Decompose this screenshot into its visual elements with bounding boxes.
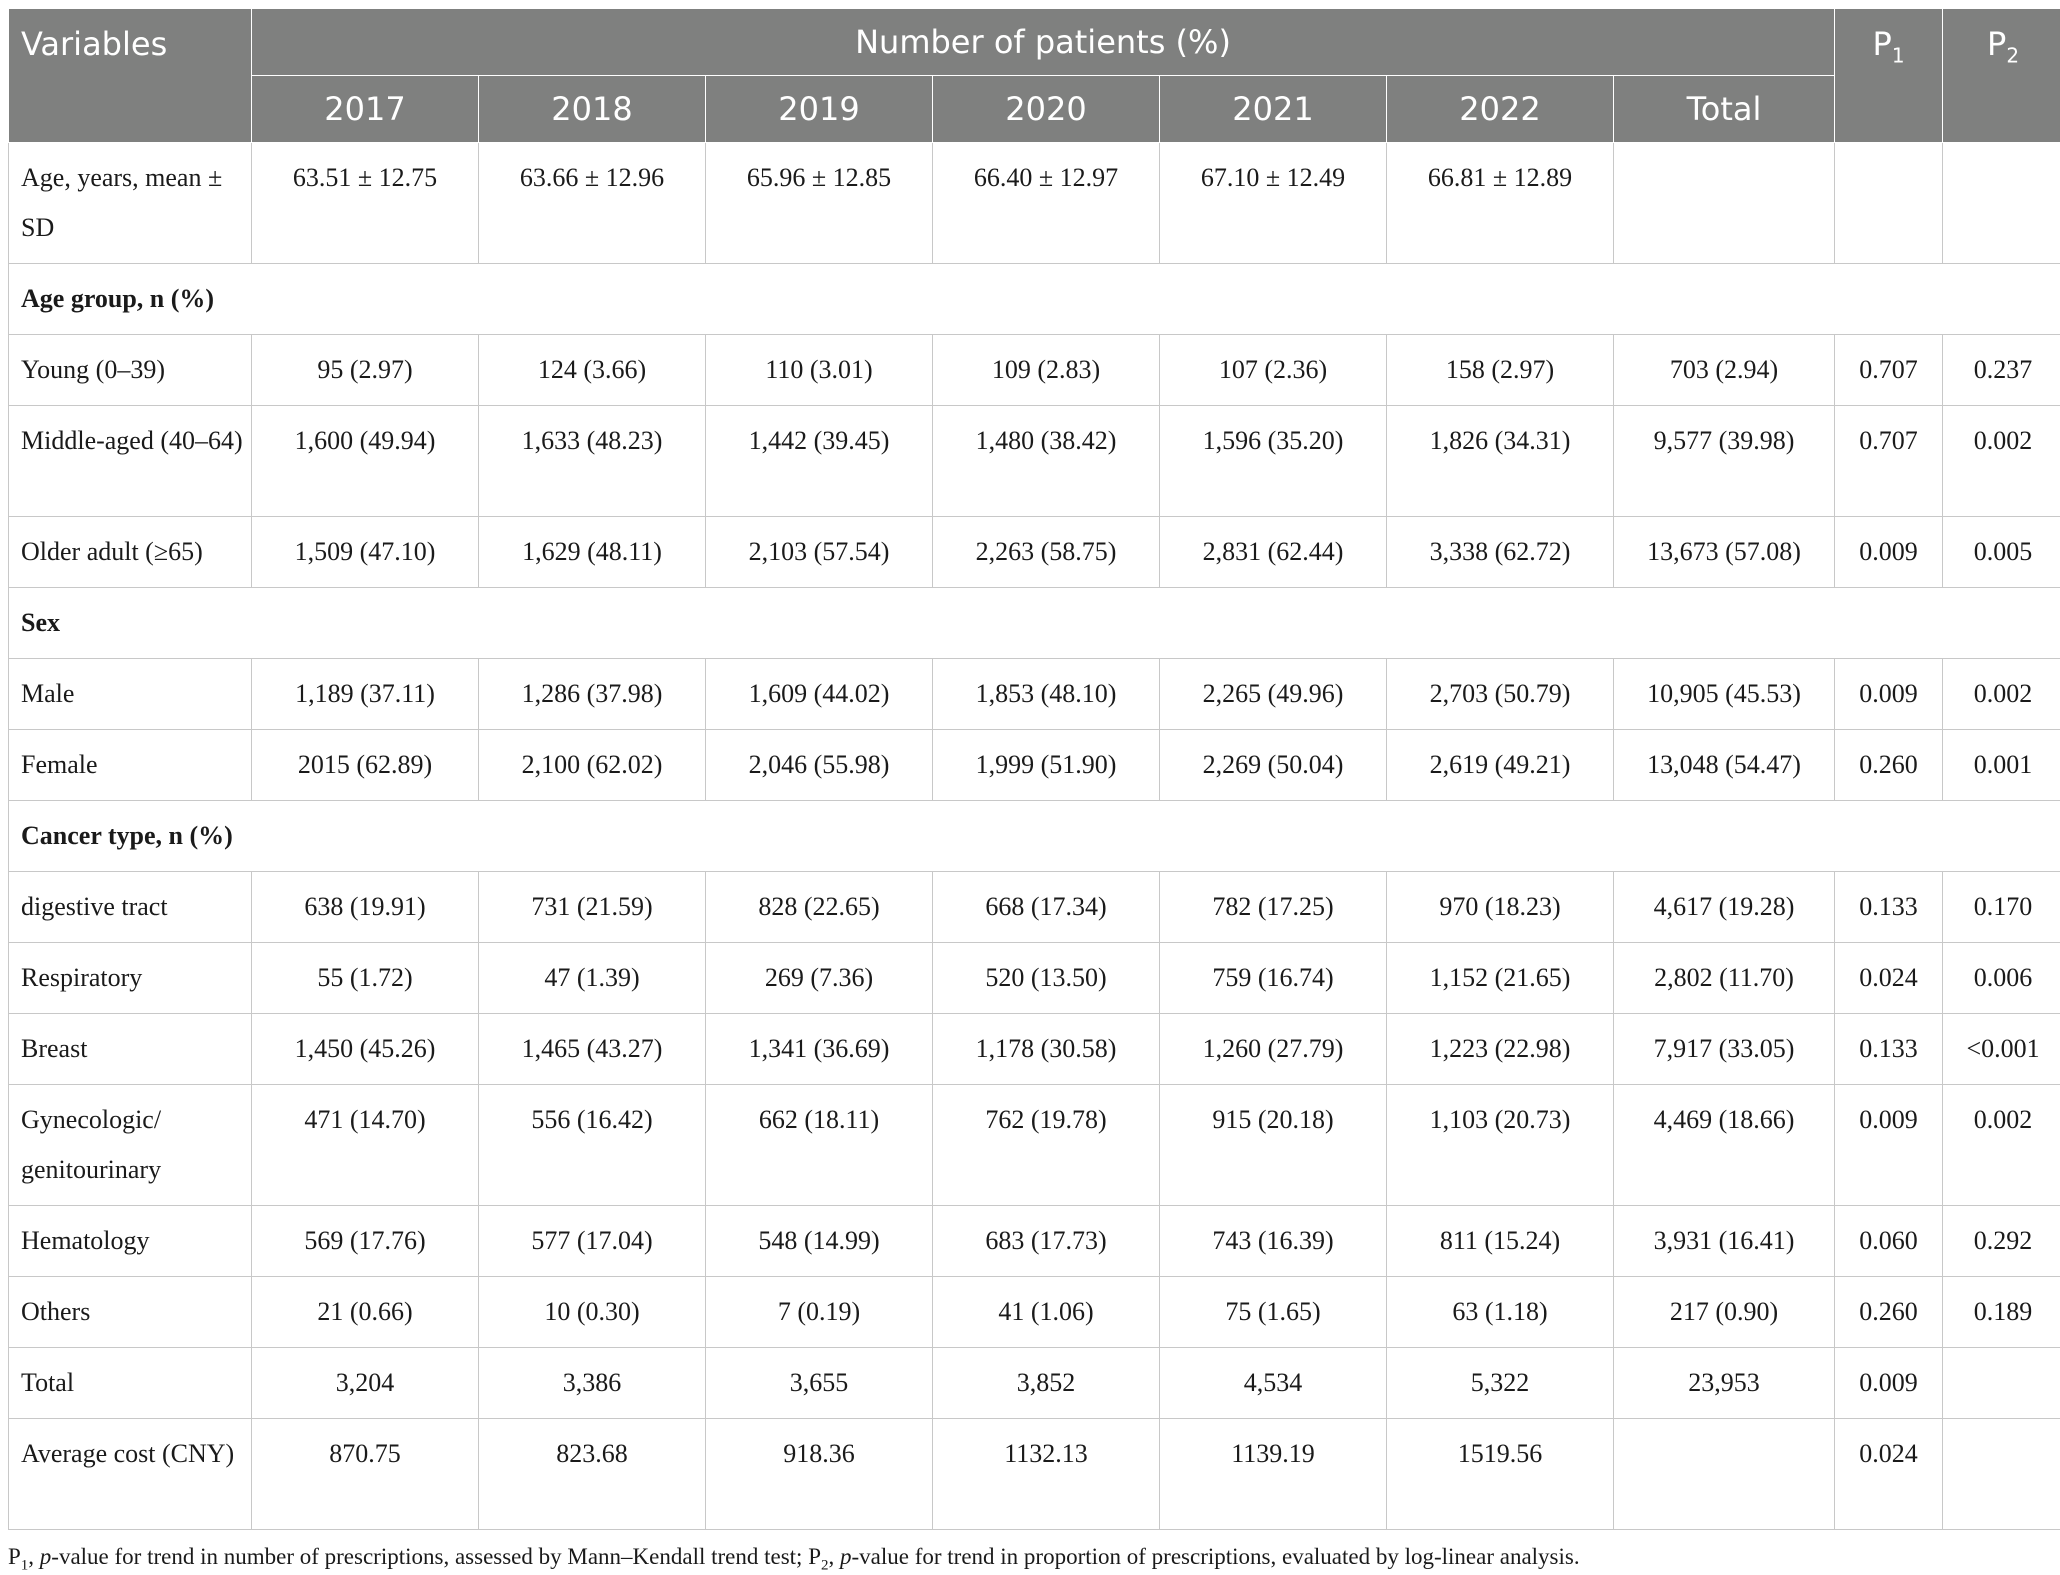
row-label: Others bbox=[9, 1277, 252, 1348]
table-cell bbox=[1943, 1419, 2060, 1530]
table-cell: 1,853 (48.10) bbox=[933, 659, 1160, 730]
footnote-p1-text: -value for trend in number of prescriptions, assessed by Mann–Kendall trend test; bbox=[51, 1544, 808, 1569]
section-row bbox=[9, 801, 2060, 872]
table-cell: 0.024 bbox=[1835, 943, 1943, 1014]
header-year-2021: 2021 bbox=[1160, 76, 1387, 143]
row-label: Young (0–39) bbox=[9, 335, 252, 406]
table-cell: 638 (19.91) bbox=[252, 872, 479, 943]
section-label: Sex bbox=[9, 588, 2060, 659]
table-cell: 1,189 (37.11) bbox=[252, 659, 479, 730]
table-row bbox=[9, 517, 2060, 588]
footnote-p2-italic: p bbox=[840, 1544, 852, 1569]
table-cell: 2,831 (62.44) bbox=[1160, 517, 1387, 588]
table-cell: 1,178 (30.58) bbox=[933, 1014, 1160, 1085]
table-cell: 2,103 (57.54) bbox=[706, 517, 933, 588]
table-cell: 10,905 (45.53) bbox=[1614, 659, 1835, 730]
table-cell: 63 (1.18) bbox=[1387, 1277, 1614, 1348]
table-cell: 63.51 ± 12.75 bbox=[252, 143, 479, 264]
table-cell: 683 (17.73) bbox=[933, 1206, 1160, 1277]
table-cell: 811 (15.24) bbox=[1387, 1206, 1614, 1277]
table-cell: 0.001 bbox=[1943, 730, 2060, 801]
table-cell: 0.707 bbox=[1835, 406, 1943, 517]
table-cell: 703 (2.94) bbox=[1614, 335, 1835, 406]
table-cell: 2,046 (55.98) bbox=[706, 730, 933, 801]
table-cell: 1,633 (48.23) bbox=[479, 406, 706, 517]
table-cell bbox=[1614, 1419, 1835, 1530]
table-cell: 823.68 bbox=[479, 1419, 706, 1530]
table-row bbox=[9, 1419, 2060, 1530]
table-cell: 731 (21.59) bbox=[479, 872, 706, 943]
footnote-p1-sub: 1 bbox=[21, 1558, 29, 1574]
table-cell: 2015 (62.89) bbox=[252, 730, 479, 801]
table-cell: 2,619 (49.21) bbox=[1387, 730, 1614, 801]
footnote-p2-text: -value for trend in proportion of prescriptions, evaluated by log-linear analysis. bbox=[851, 1544, 1579, 1569]
table-cell: 66.40 ± 12.97 bbox=[933, 143, 1160, 264]
table-cell: 1,999 (51.90) bbox=[933, 730, 1160, 801]
section-label: Cancer type, n (%) bbox=[9, 801, 2060, 872]
table-cell: 762 (19.78) bbox=[933, 1085, 1160, 1206]
header-year-2022: 2022 bbox=[1387, 76, 1614, 143]
row-label: Total bbox=[9, 1348, 252, 1419]
table-cell: 915 (20.18) bbox=[1160, 1085, 1387, 1206]
table-cell: 9,577 (39.98) bbox=[1614, 406, 1835, 517]
table-row bbox=[9, 143, 2060, 264]
table-cell: 577 (17.04) bbox=[479, 1206, 706, 1277]
section-row bbox=[9, 264, 2060, 335]
table-cell: 520 (13.50) bbox=[933, 943, 1160, 1014]
table-cell: 0.024 bbox=[1835, 1419, 1943, 1530]
table-cell: 0.005 bbox=[1943, 517, 2060, 588]
table-cell: 1,341 (36.69) bbox=[706, 1014, 933, 1085]
table-cell: <0.001 bbox=[1943, 1014, 2060, 1085]
table-cell: 1,826 (34.31) bbox=[1387, 406, 1614, 517]
table-cell: 0.002 bbox=[1943, 1085, 2060, 1206]
header-year-total: Total bbox=[1614, 76, 1835, 143]
footnote-p1: P bbox=[8, 1544, 21, 1569]
row-label: Average cost (CNY) bbox=[9, 1419, 252, 1530]
table-cell: 0.133 bbox=[1835, 872, 1943, 943]
table-cell: 0.133 bbox=[1835, 1014, 1943, 1085]
table-cell: 1,450 (45.26) bbox=[252, 1014, 479, 1085]
table-row bbox=[9, 943, 2060, 1014]
table-cell: 13,048 (54.47) bbox=[1614, 730, 1835, 801]
footnote-p2-sep: , bbox=[828, 1544, 840, 1569]
row-label: Older adult (≥65) bbox=[9, 517, 252, 588]
table-cell: 2,265 (49.96) bbox=[1160, 659, 1387, 730]
table-cell: 13,673 (57.08) bbox=[1614, 517, 1835, 588]
table-cell: 21 (0.66) bbox=[252, 1277, 479, 1348]
header-year-2018: 2018 bbox=[479, 76, 706, 143]
table-cell: 1,596 (35.20) bbox=[1160, 406, 1387, 517]
table-cell: 759 (16.74) bbox=[1160, 943, 1387, 1014]
table-cell: 0.260 bbox=[1835, 1277, 1943, 1348]
table-container bbox=[8, 8, 2060, 1575]
table-cell: 0.009 bbox=[1835, 1348, 1943, 1419]
table-cell: 1,286 (37.98) bbox=[479, 659, 706, 730]
row-label: Age, years, mean ± SD bbox=[9, 143, 252, 264]
table-row bbox=[9, 1277, 2060, 1348]
table-cell: 0.006 bbox=[1943, 943, 2060, 1014]
table-cell: 782 (17.25) bbox=[1160, 872, 1387, 943]
header-year-2019: 2019 bbox=[706, 76, 933, 143]
table-row bbox=[9, 406, 2060, 517]
table-cell: 4,617 (19.28) bbox=[1614, 872, 1835, 943]
table-cell: 569 (17.76) bbox=[252, 1206, 479, 1277]
header-p2-sub: 2 bbox=[2006, 43, 2019, 67]
table-cell: 828 (22.65) bbox=[706, 872, 933, 943]
table-cell bbox=[1835, 143, 1943, 264]
table-cell: 158 (2.97) bbox=[1387, 335, 1614, 406]
table-cell: 1132.13 bbox=[933, 1419, 1160, 1530]
table-cell: 109 (2.83) bbox=[933, 335, 1160, 406]
table-cell: 556 (16.42) bbox=[479, 1085, 706, 1206]
row-label: Gynecologic/ genitourinary bbox=[9, 1085, 252, 1206]
table-cell: 3,386 bbox=[479, 1348, 706, 1419]
patients-table bbox=[8, 8, 2060, 1530]
table-cell: 65.96 ± 12.85 bbox=[706, 143, 933, 264]
table-cell: 1,480 (38.42) bbox=[933, 406, 1160, 517]
table-cell: 55 (1.72) bbox=[252, 943, 479, 1014]
table-cell: 2,802 (11.70) bbox=[1614, 943, 1835, 1014]
table-cell: 66.81 ± 12.89 bbox=[1387, 143, 1614, 264]
table-row bbox=[9, 1206, 2060, 1277]
table-cell: 1519.56 bbox=[1387, 1419, 1614, 1530]
table-row bbox=[9, 1348, 2060, 1419]
table-cell: 2,269 (50.04) bbox=[1160, 730, 1387, 801]
table-cell: 918.36 bbox=[706, 1419, 933, 1530]
table-cell: 10 (0.30) bbox=[479, 1277, 706, 1348]
header-p2 bbox=[1943, 9, 2060, 143]
row-label: Respiratory bbox=[9, 943, 252, 1014]
table-row bbox=[9, 730, 2060, 801]
table-row bbox=[9, 335, 2060, 406]
table-cell: 3,204 bbox=[252, 1348, 479, 1419]
row-label: digestive tract bbox=[9, 872, 252, 943]
table-cell: 23,953 bbox=[1614, 1348, 1835, 1419]
table-body bbox=[9, 143, 2060, 1530]
table-cell: 217 (0.90) bbox=[1614, 1277, 1835, 1348]
table-cell: 0.292 bbox=[1943, 1206, 2060, 1277]
footnote-p1-sep: , bbox=[28, 1544, 40, 1569]
table-cell: 1,465 (43.27) bbox=[479, 1014, 706, 1085]
table-cell: 1,152 (21.65) bbox=[1387, 943, 1614, 1014]
row-label: Male bbox=[9, 659, 252, 730]
table-cell: 0.002 bbox=[1943, 406, 2060, 517]
table-cell: 0.260 bbox=[1835, 730, 1943, 801]
table-cell: 107 (2.36) bbox=[1160, 335, 1387, 406]
table-row bbox=[9, 872, 2060, 943]
table-cell: 662 (18.11) bbox=[706, 1085, 933, 1206]
table-cell: 0.237 bbox=[1943, 335, 2060, 406]
table-cell: 269 (7.36) bbox=[706, 943, 933, 1014]
table-cell: 2,100 (62.02) bbox=[479, 730, 706, 801]
table-cell: 110 (3.01) bbox=[706, 335, 933, 406]
table-cell: 3,655 bbox=[706, 1348, 933, 1419]
table-cell: 0.707 bbox=[1835, 335, 1943, 406]
table-cell: 548 (14.99) bbox=[706, 1206, 933, 1277]
table-cell: 1,600 (49.94) bbox=[252, 406, 479, 517]
table-cell: 63.66 ± 12.96 bbox=[479, 143, 706, 264]
table-cell: 47 (1.39) bbox=[479, 943, 706, 1014]
table-row bbox=[9, 1085, 2060, 1206]
table-cell: 124 (3.66) bbox=[479, 335, 706, 406]
table-cell: 75 (1.65) bbox=[1160, 1277, 1387, 1348]
header-p1 bbox=[1835, 9, 1943, 143]
table-cell: 0.060 bbox=[1835, 1206, 1943, 1277]
table-cell: 1,223 (22.98) bbox=[1387, 1014, 1614, 1085]
footnote bbox=[8, 1544, 2060, 1575]
table-cell: 1139.19 bbox=[1160, 1419, 1387, 1530]
table-cell: 471 (14.70) bbox=[252, 1085, 479, 1206]
table-cell: 970 (18.23) bbox=[1387, 872, 1614, 943]
table-cell: 1,260 (27.79) bbox=[1160, 1014, 1387, 1085]
row-label: Middle-aged (40–64) bbox=[9, 406, 252, 517]
table-cell: 7 (0.19) bbox=[706, 1277, 933, 1348]
header-p1-sub: 1 bbox=[1892, 43, 1905, 67]
header-year-2017: 2017 bbox=[252, 76, 479, 143]
table-cell: 1,103 (20.73) bbox=[1387, 1085, 1614, 1206]
table-cell: 668 (17.34) bbox=[933, 872, 1160, 943]
table-cell: 2,263 (58.75) bbox=[933, 517, 1160, 588]
table-cell: 0.002 bbox=[1943, 659, 2060, 730]
table-cell bbox=[1943, 143, 2060, 264]
table-cell: 5,322 bbox=[1387, 1348, 1614, 1419]
table-cell: 4,469 (18.66) bbox=[1614, 1085, 1835, 1206]
table-cell: 743 (16.39) bbox=[1160, 1206, 1387, 1277]
table-cell: 67.10 ± 12.49 bbox=[1160, 143, 1387, 264]
table-cell: 7,917 (33.05) bbox=[1614, 1014, 1835, 1085]
table-cell: 1,509 (47.10) bbox=[252, 517, 479, 588]
header-p1-main: P bbox=[1873, 25, 1892, 63]
table-cell: 1,442 (39.45) bbox=[706, 406, 933, 517]
row-label: Female bbox=[9, 730, 252, 801]
table-cell: 0.189 bbox=[1943, 1277, 2060, 1348]
table-cell: 3,931 (16.41) bbox=[1614, 1206, 1835, 1277]
table-cell: 41 (1.06) bbox=[933, 1277, 1160, 1348]
header-years-row bbox=[9, 76, 2060, 143]
header-p2-main: P bbox=[1987, 25, 2006, 63]
table-cell: 2,703 (50.79) bbox=[1387, 659, 1614, 730]
table-row bbox=[9, 659, 2060, 730]
table-row bbox=[9, 1014, 2060, 1085]
section-label: Age group, n (%) bbox=[9, 264, 2060, 335]
footnote-p1-italic: p bbox=[40, 1544, 52, 1569]
table-cell: 1,609 (44.02) bbox=[706, 659, 933, 730]
table-cell: 1,629 (48.11) bbox=[479, 517, 706, 588]
table-cell bbox=[1614, 143, 1835, 264]
table-header bbox=[9, 9, 2060, 143]
header-variables: Variables bbox=[9, 9, 252, 143]
table-cell: 870.75 bbox=[252, 1419, 479, 1530]
footnote-p2-sub: 2 bbox=[821, 1558, 829, 1574]
header-year-2020: 2020 bbox=[933, 76, 1160, 143]
header-number-of-patients: Number of patients (%) bbox=[252, 9, 1835, 76]
table-cell bbox=[1943, 1348, 2060, 1419]
table-cell: 0.170 bbox=[1943, 872, 2060, 943]
footnote-p2: P bbox=[808, 1544, 821, 1569]
table-cell: 3,338 (62.72) bbox=[1387, 517, 1614, 588]
table-cell: 0.009 bbox=[1835, 659, 1943, 730]
table-cell: 0.009 bbox=[1835, 1085, 1943, 1206]
table-cell: 3,852 bbox=[933, 1348, 1160, 1419]
table-cell: 95 (2.97) bbox=[252, 335, 479, 406]
row-label: Hematology bbox=[9, 1206, 252, 1277]
table-cell: 0.009 bbox=[1835, 517, 1943, 588]
table-cell: 4,534 bbox=[1160, 1348, 1387, 1419]
section-row bbox=[9, 588, 2060, 659]
row-label: Breast bbox=[9, 1014, 252, 1085]
